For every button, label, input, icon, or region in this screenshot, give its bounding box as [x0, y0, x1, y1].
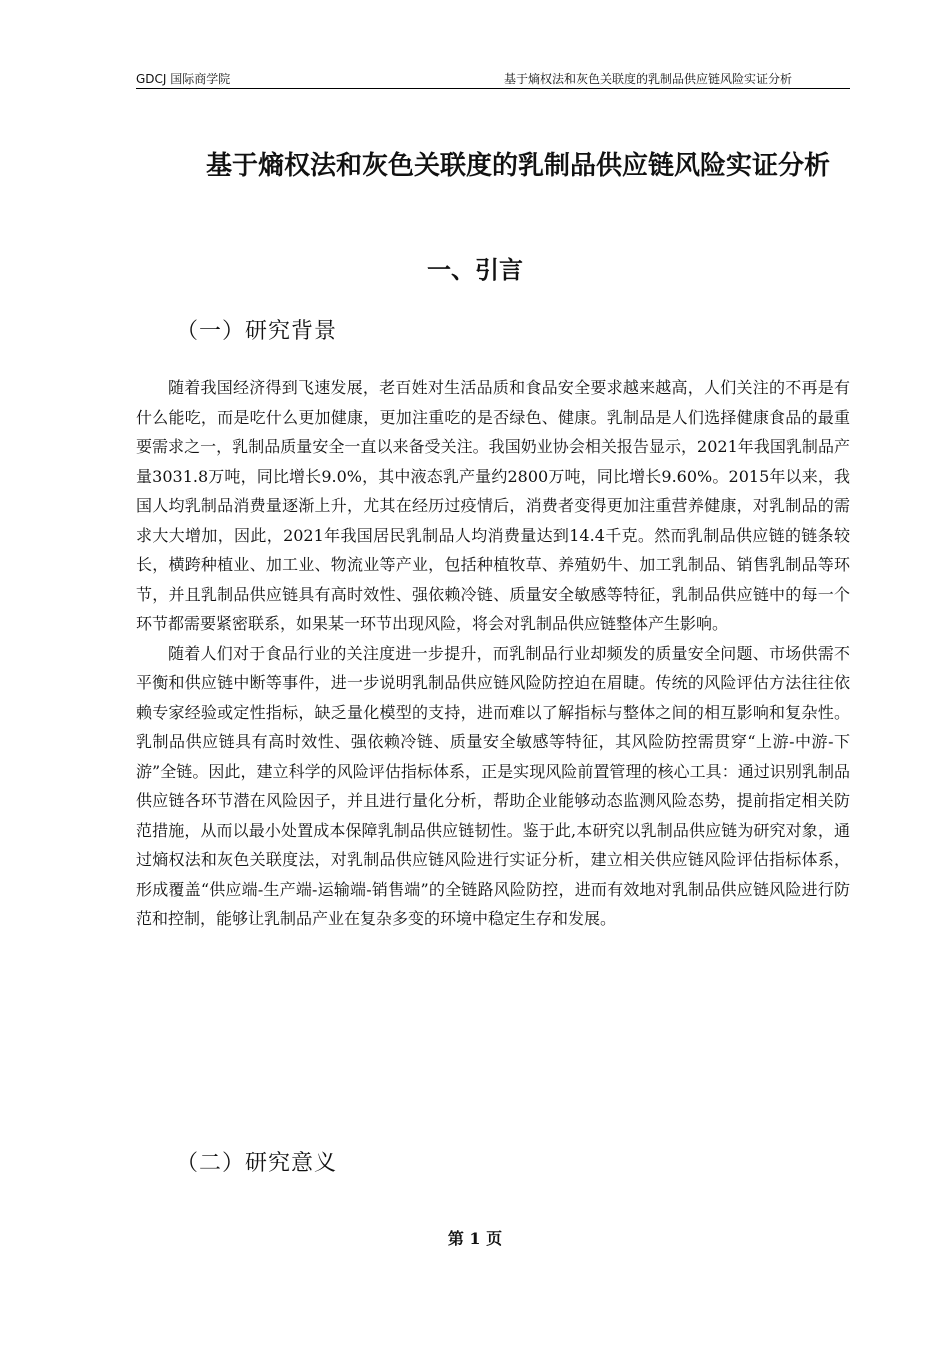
header-paper-title: 基于熵权法和灰色关联度的乳制品供应链风险实证分析: [503, 72, 792, 86]
body-text: [136, 373, 850, 934]
running-header: [136, 70, 850, 89]
paragraph: 随着我国经济得到飞速发展，老百姓对生活品质和食品安全要求越来越高，人们关注的不再是有什么能吃，而是吃什么更加健康，更加注重吃的是否绿色、健康。乳制品是人们选择健康食品的最重要需求之一，乳制品质量安全一直以来备受关注。我国奶业协会相关报告显示，2021年我国乳制品产量3031.8万吨，同比增长9.0%，其中液态乳产量约2800万吨，同比增长9.60%。2015年以来，我国人均乳制品消费量逐渐上升，尤其在经历过疫情后，消费者变得更加注重营养健康，对乳制品的需求大大增加，因此，2021年我国居民乳制品人均消费量达到14.4千克。然而乳制品供应链的链条较长，横跨种植业、加工业、物流业等产业，包括种植牧草、养殖奶牛、加工乳制品、销售乳制品等环节，并且乳制品供应链具有高时效性、强依赖冷链、质量安全敏感等特征，乳制品供应链中的每一个环节都需要紧密联系，如果某一环节出现风险，将会对乳制品供应链整体产生影响。: [136, 378, 850, 633]
subsection-heading-background: （一）研究背景: [176, 319, 338, 344]
paragraph: 随着人们对于食品行业的关注度进一步提升，而乳制品行业却频发的质量安全问题、市场供需不平衡和供应链中断等事件，进一步说明乳制品供应链风险防控迫在眉睫。传统的风险评估方法往往依赖专家经验或定性指标，缺乏量化模型的支持，进而难以了解指标与整体之间的相互影响和复杂性。乳制品供应链具有高时效性、强依赖冷链、质量安全敏感等特征，其风险防控需贯穿“上游-中游-下游”全链。因此，建立科学的风险评估指标体系，正是实现风险前置管理的核心工具：通过识别乳制品供应链各环节潜在风险因子，并且进行量化分析，帮助企业能够动态监测风险态势，提前指定相关防范措施，从而以最小处置成本保障乳制品供应链韧性。鉴于此,本研究以乳制品供应链为研究对象，通过熵权法和灰色关联度法，对乳制品供应链风险进行实证分析，建立相关供应链风险评估指标体系，形成覆盖“供应端-生产端-运输端-销售端”的全链路风险防控，进而有效地对乳制品供应链风险进行防范和控制，能够让乳制品产业在复杂多变的环境中稳定生存和发展。: [136, 643, 850, 928]
section-heading-introduction: 一、引言: [427, 256, 523, 284]
paper-title: 基于熵权法和灰色关联度的乳制品供应链风险实证分析: [205, 151, 830, 181]
subsection-heading-significance: （二）研究意义: [176, 1151, 338, 1176]
page-number: 第 1 页: [447, 1229, 503, 1248]
header-institution: GDCJ 国际商学院: [136, 72, 231, 86]
